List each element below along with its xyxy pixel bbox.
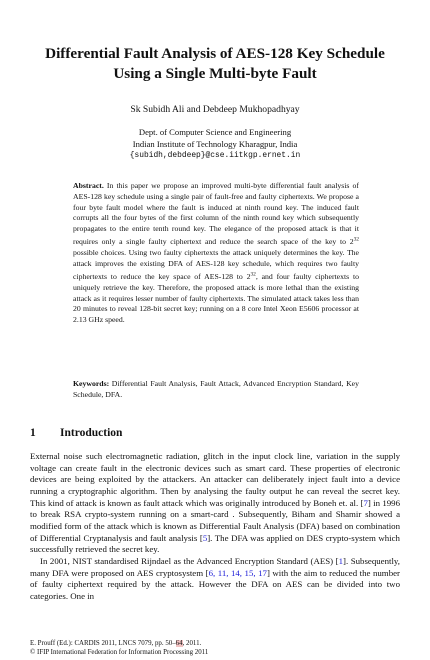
citation-ref: 6, 11, 14, 15, 17 xyxy=(208,567,267,578)
footer-citation: E. Prouff (Ed.): CARDIS 2011, LNCS 7079, pp. 50–64, 2011. xyxy=(30,640,202,647)
page-number-highlight: 64 xyxy=(175,640,183,647)
authors-text: Sk Subidh Ali and Debdeep Mukhopadhyay xyxy=(130,104,300,115)
section-number: 1 xyxy=(30,427,36,439)
citation-ref: 7 xyxy=(363,497,368,508)
section-heading xyxy=(30,426,400,440)
abstract-text: In this paper we propose an improved multi-byte differential fault analysis of AES-128 key schedule using a single pair of fault-free and faulty ciphertexts. We propose a four byte fault model where the fault is induced at ninth round key. The induced fault corrupts all the four bytes of the first column of the ninth round key which subsequently propagates to the entire tenth round key. The elegance of the proposed attack is that it requires only a single faulty ciphertext and reduce the search space of the key to $2^{32}$ possible choices. Using two faulty ciphertexts the attack uniquely determines the key. The attack improves the existing DFA of AES-128 key schedule, which requires two faulty ciphertexts to reduce the key space of AES-128 to $2^{32}$, and four faulty ciphertexts to uniquely retrieve the key. Therefore, the proposed attack is more lethal than the existing attack as it requires lesser number of faulty ciphertexts. The simulated attack takes less than 20 minutes to reveal 128-bit secret key; running on a 8 core Intel Xeon E5606 processor at 2.13 GHz speed. xyxy=(73,181,360,325)
page-footer xyxy=(30,640,400,657)
body-paragraph-2: In 2001, NIST standardised Rijndael as the Advanced Encryption Standard (AES) [1]. Subsequently, many DFA were proposed on AES cryptosystem [6, 11, 14, 15, 17] with the aim to reduced the number of faulty ciphertext required by the attack. However the DFA on AES can be divided into two categories. One in xyxy=(30,555,400,601)
citation-ref: 5 xyxy=(202,532,208,543)
abstract-label: Abstract. xyxy=(73,181,104,190)
paper-title xyxy=(30,44,400,84)
paper-authors xyxy=(30,104,400,116)
body-paragraph-1: External noise such electromagnetic radiation, glitch in the input clock line, variation in the supply voltage can create fault in the electronic devices such as smart card. These properties of electronic devices are being exploited by the attackers. An attacker can deliberately inject fault into a device running a cryptographic algorithm. Then by analysing the faulty output he can reveal the secret key. This kind of attack is known as fault attack which was originally introduced by Boneh et. al. [7] in 1996 to break RSA crypto-system running on a smart-card . Subsequently, Biham and Shamir showed a modified form of the attack which is known as Differential Fault Analysis (DFA) based on combination of Differential Cryptanalysis and fault analysis [5]. The DFA was applied on DES crypto-system which successfully retrieved the secret key. xyxy=(30,451,401,555)
affiliation-institute: Indian Institute of Technology Kharagpur, India xyxy=(132,138,298,149)
affiliation-email: {subidh,debdeep}@cse.iitkgp.ernet.in xyxy=(129,151,301,160)
abstract xyxy=(73,181,359,326)
affiliation-block xyxy=(30,127,400,162)
citation-ref: 1 xyxy=(338,555,344,566)
paper-title-text: Differential Fault Analysis of AES-128 Key Schedule Using a Single Multi-byte Fault xyxy=(45,45,385,82)
keywords-label: Keywords: xyxy=(73,379,110,388)
section-title: Introduction xyxy=(60,427,123,439)
keywords xyxy=(73,379,359,401)
affiliation-dept: Dept. of Computer Science and Engineering xyxy=(138,127,292,137)
keywords-text: Differential Fault Analysis, Fault Attack, Advanced Encryption Standard, Key Schedule, DFA. xyxy=(73,379,359,399)
footer-copyright: © IFIP International Federation for Information Processing 2011 xyxy=(30,648,209,656)
body-text xyxy=(30,451,400,603)
